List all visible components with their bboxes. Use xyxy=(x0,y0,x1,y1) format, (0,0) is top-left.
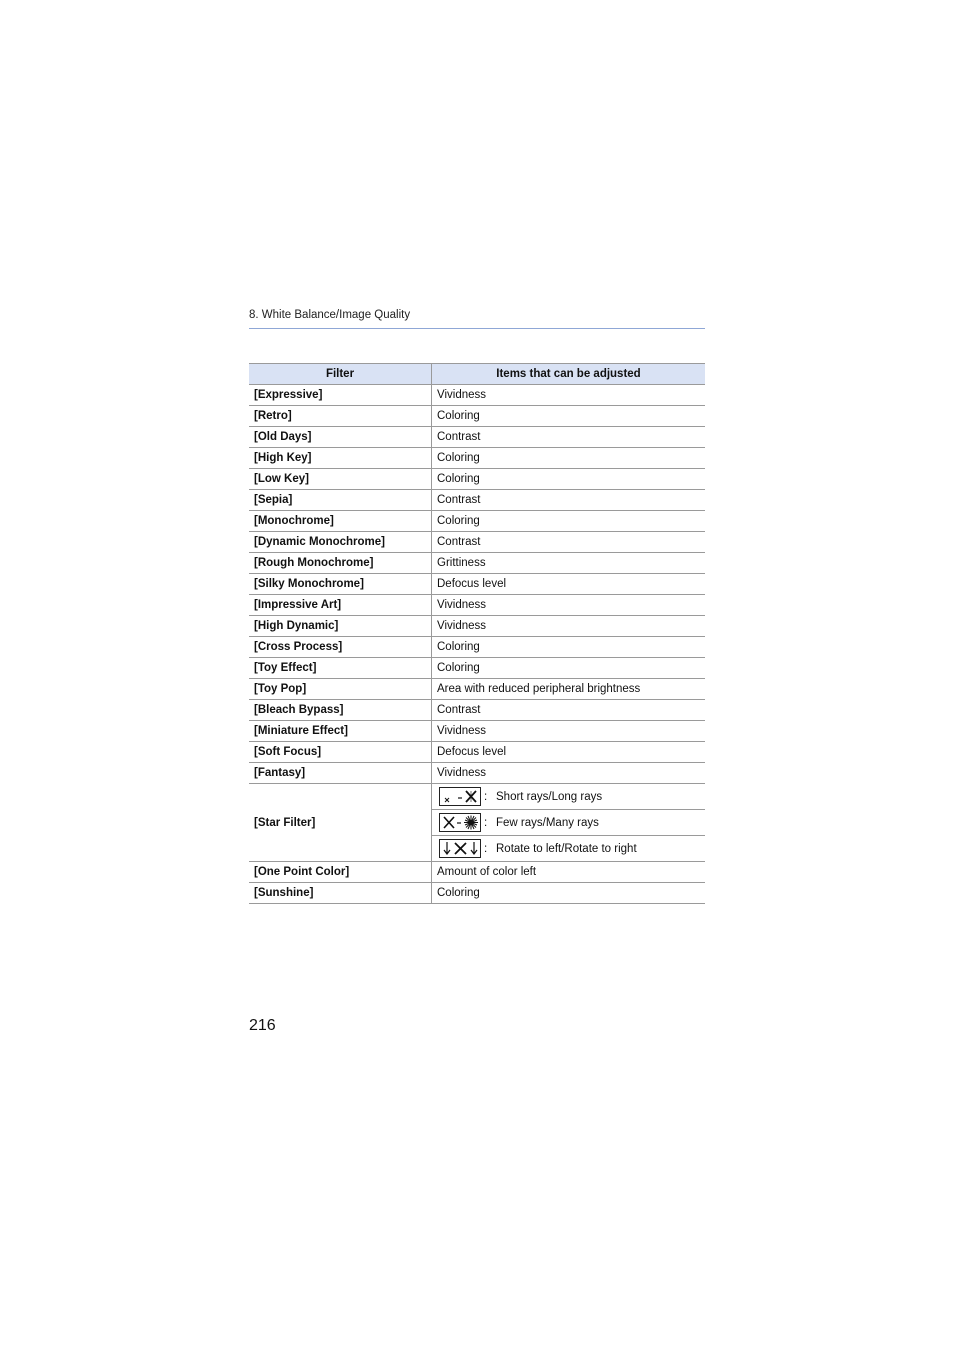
short-long-rays-icon xyxy=(439,787,481,806)
filter-name-cell: [Star Filter] xyxy=(249,784,432,862)
adjust-item-cell: Contrast xyxy=(432,532,706,553)
filter-name-cell: [Cross Process] xyxy=(249,637,432,658)
filter-name-cell: [Dynamic Monochrome] xyxy=(249,532,432,553)
table-body xyxy=(249,385,705,904)
section-header xyxy=(249,308,705,329)
filter-name-cell: [Rough Monochrome] xyxy=(249,553,432,574)
table-row xyxy=(249,742,705,763)
adjust-item-cell: Coloring xyxy=(432,469,706,490)
filter-name-cell: [Bleach Bypass] xyxy=(249,700,432,721)
adjust-item-cell: Contrast xyxy=(432,490,706,511)
star-option-row xyxy=(432,836,705,861)
filter-name-cell: [Soft Focus] xyxy=(249,742,432,763)
rotate-rays-icon xyxy=(439,839,481,858)
table-header-row xyxy=(249,364,705,385)
star-option-label: Short rays/Long rays xyxy=(496,790,603,803)
adjust-item-cell: Vividness xyxy=(432,721,706,742)
table-row xyxy=(249,862,705,883)
table-row xyxy=(249,721,705,742)
adjust-item-cell: Grittiness xyxy=(432,553,706,574)
star-option-row xyxy=(432,810,705,836)
section-title: 8. White Balance/Image Quality xyxy=(249,309,411,321)
filter-name-cell: [Sunshine] xyxy=(249,883,432,904)
table-row xyxy=(249,427,705,448)
adjust-item-cell: Coloring xyxy=(432,511,706,532)
filter-name-cell: [Monochrome] xyxy=(249,511,432,532)
filter-name-cell: [Impressive Art] xyxy=(249,595,432,616)
adjust-item-cell: Contrast xyxy=(432,700,706,721)
filter-name-cell: [Expressive] xyxy=(249,385,432,406)
filter-name-cell: [Sepia] xyxy=(249,490,432,511)
filter-name-cell: [Toy Effect] xyxy=(249,658,432,679)
filter-name-cell: [Retro] xyxy=(249,406,432,427)
table-row xyxy=(249,595,705,616)
filter-adjustment-table xyxy=(249,363,705,904)
adjust-item-cell: Area with reduced peripheral brightness xyxy=(432,679,706,700)
table-row xyxy=(249,553,705,574)
adjust-item-cell: Coloring xyxy=(432,406,706,427)
adjust-item-cell: Defocus level xyxy=(432,742,706,763)
adjust-item-cell: Vividness xyxy=(432,385,706,406)
adjust-item-cell: Coloring xyxy=(432,658,706,679)
column-header-items: Items that can be adjusted xyxy=(432,364,706,385)
star-option-row xyxy=(432,784,705,810)
star-option-label: Few rays/Many rays xyxy=(496,816,599,829)
table-row xyxy=(249,490,705,511)
option-colon: : xyxy=(484,842,488,855)
column-header-filter: Filter xyxy=(249,364,432,385)
filter-name-cell: [Fantasy] xyxy=(249,763,432,784)
table-row xyxy=(249,883,705,904)
page-number: 216 xyxy=(249,1017,276,1034)
adjust-item-cell: Vividness xyxy=(432,763,706,784)
table-row xyxy=(249,511,705,532)
adjust-item-cell: Defocus level xyxy=(432,574,706,595)
filter-name-cell: [Silky Monochrome] xyxy=(249,574,432,595)
adjust-item-cell: Coloring xyxy=(432,883,706,904)
adjust-item-cell: Coloring xyxy=(432,637,706,658)
table-row xyxy=(249,574,705,595)
table-row xyxy=(249,616,705,637)
table-row xyxy=(249,385,705,406)
filter-name-cell: [One Point Color] xyxy=(249,862,432,883)
adjust-item-cell: Vividness xyxy=(432,595,706,616)
few-many-rays-icon xyxy=(439,813,481,832)
table-row xyxy=(249,469,705,490)
adjust-item-cell: Contrast xyxy=(432,427,706,448)
adjust-item-cell: Coloring xyxy=(432,448,706,469)
table-row xyxy=(249,700,705,721)
table-row xyxy=(249,448,705,469)
table-row xyxy=(249,658,705,679)
filter-name-cell: [Toy Pop] xyxy=(249,679,432,700)
table-row xyxy=(249,406,705,427)
table-row-star-filter xyxy=(249,784,705,862)
table-row xyxy=(249,532,705,553)
filter-name-cell: [Miniature Effect] xyxy=(249,721,432,742)
adjust-item-cell: Amount of color left xyxy=(432,862,706,883)
table-row xyxy=(249,679,705,700)
filter-name-cell: [Old Days] xyxy=(249,427,432,448)
adjust-item-cell: Vividness xyxy=(432,616,706,637)
filter-name-cell: [High Dynamic] xyxy=(249,616,432,637)
option-colon: : xyxy=(484,816,488,829)
table-row xyxy=(249,763,705,784)
filter-name-cell: [High Key] xyxy=(249,448,432,469)
star-option-label: Rotate to left/Rotate to right xyxy=(496,842,637,855)
option-colon: : xyxy=(484,790,488,803)
star-filter-options xyxy=(432,784,706,862)
filter-name-cell: [Low Key] xyxy=(249,469,432,490)
table-row xyxy=(249,637,705,658)
